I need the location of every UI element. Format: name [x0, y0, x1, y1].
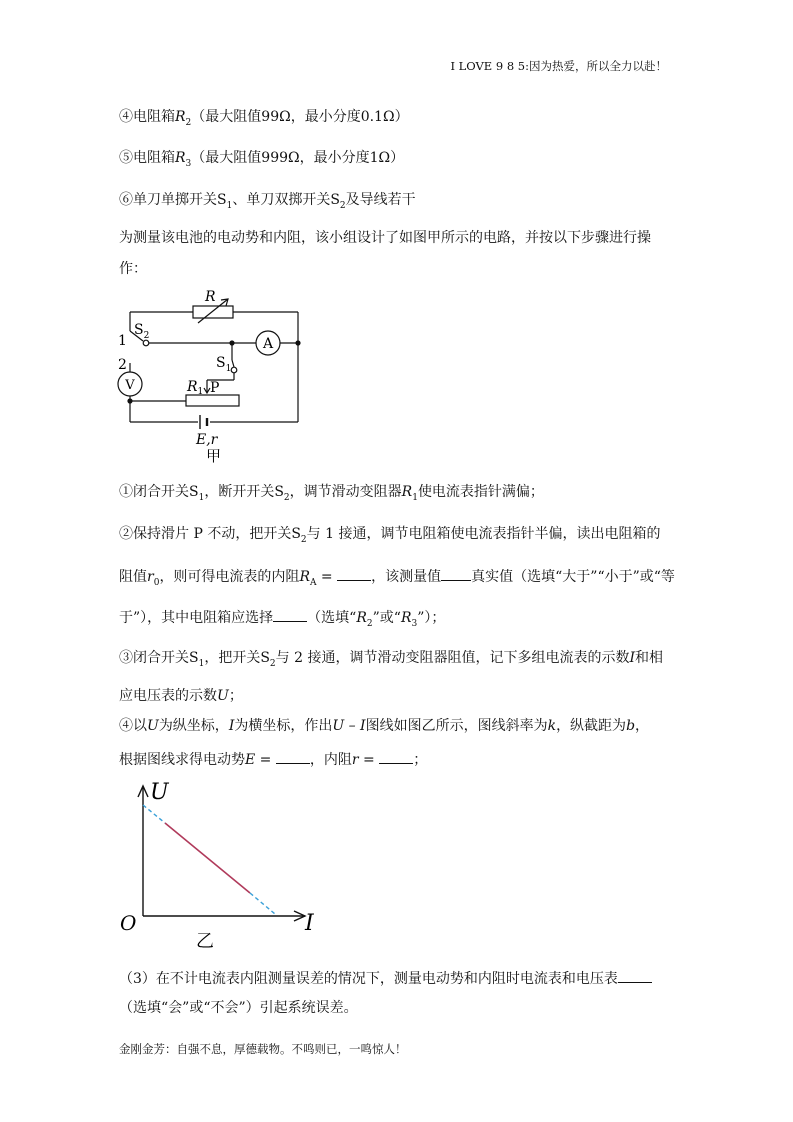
- step-2-r0-sub: 0: [153, 577, 160, 588]
- step-2-r2: R: [356, 610, 367, 626]
- step-3-text-a: 闭合开关S: [133, 650, 199, 666]
- step-1: [119, 482, 544, 508]
- step-2-l2-text-a: 阻值: [119, 569, 147, 585]
- page-footer: 金刚金芳：自强不息，厚德载物。不鸣则已，一鸣惊人！: [119, 1042, 407, 1056]
- step-4-l2-text-b: ，内阻: [309, 752, 352, 768]
- item-4: [119, 107, 409, 133]
- step-3-text-d: 和相: [635, 650, 663, 666]
- step-4-text-f: ，: [635, 718, 650, 734]
- switch-s1-contact: [231, 367, 237, 373]
- switch-s1-letter: S: [216, 355, 226, 371]
- circuit-diagram: [110, 285, 310, 465]
- r1-label: [186, 379, 203, 397]
- step-3-l2-text-a: 应电压表的示数: [119, 688, 217, 704]
- step-4-i: I: [228, 718, 235, 734]
- figure-jia-caption: 甲: [206, 447, 222, 465]
- step-4-text-d: 图线如图乙所示，图线斜率为: [365, 718, 548, 734]
- question-3-line-1: [119, 967, 652, 989]
- step-3-l2-text-b: ；: [228, 688, 243, 704]
- page-header: I LOVE 9 8 5:因为热爱，所以全力以赴！: [450, 59, 667, 73]
- switch-position-2: 2: [118, 357, 127, 373]
- item-4-symbol-sub: 2: [185, 117, 192, 128]
- origin-label: O: [120, 911, 137, 935]
- rheostat-r-symbol: [193, 306, 233, 318]
- item-4-name: 电阻箱: [133, 109, 175, 125]
- question-3-text-1: （3）在不计电流表内阻测量误差的情况下，测量电动势和内阻时电流表和电压表: [119, 971, 618, 987]
- battery-label: E,r: [196, 432, 218, 448]
- step-2-sub-a: 2: [300, 534, 307, 545]
- step-4-l2-text-a: 根据图线求得电动势: [119, 752, 245, 768]
- step-1-symbol-sub: 1: [412, 492, 418, 503]
- step-2-ra: R: [299, 569, 310, 585]
- step-4-equals-1: =: [255, 752, 276, 768]
- intro-line-2: 作：: [119, 261, 147, 277]
- answer-blank-resistor-box[interactable]: [273, 606, 307, 622]
- item-6-text-c: 及导线若干: [345, 192, 416, 208]
- ui-line: [165, 823, 250, 893]
- step-3-text-b: ，把开关S: [204, 650, 270, 666]
- step-2-text-b: 与 1 接通，调节电阻箱使电流表指针半偏，读出电阻箱的: [306, 526, 661, 542]
- figure-yi-caption: 乙: [196, 931, 214, 952]
- slide-rheostat-r1-symbol: [186, 395, 239, 406]
- step-4-k: k: [547, 718, 557, 734]
- item-5-spec: （最大阻值999Ω，最小分度1Ω）: [191, 150, 405, 166]
- item-6: [119, 190, 416, 216]
- step-3-u: U: [217, 688, 229, 704]
- step-2-ra-sub: A: [309, 577, 317, 588]
- item-5-name: 电阻箱: [133, 150, 175, 166]
- ammeter-label: A: [262, 336, 274, 352]
- step-4-text-e: ，纵截距为: [556, 718, 627, 734]
- item-6-marker: ⑥: [119, 192, 133, 208]
- answer-blank-compare[interactable]: [441, 565, 471, 581]
- step-3-sub-b: 2: [269, 658, 276, 669]
- rheostat-r-label: R: [205, 289, 216, 305]
- step-2-r2-sub: 2: [366, 618, 373, 629]
- step-4-l2-text-c: ；: [413, 752, 428, 768]
- step-4-text-a: 以: [133, 718, 147, 734]
- step-1-text-c: ，调节滑动变阻器: [289, 484, 402, 500]
- answer-blank-internal-r[interactable]: [379, 748, 413, 764]
- step-4-e: E: [245, 752, 256, 768]
- item-4-symbol: R: [175, 109, 186, 125]
- item-6-text-a: 单刀单掷开关S: [133, 192, 227, 208]
- r1-letter: R: [187, 379, 198, 395]
- step-2-r0: r: [147, 569, 154, 585]
- step-2-marker: ②: [119, 526, 133, 542]
- step-4-line-1: [119, 716, 649, 736]
- y-axis-label: U: [150, 780, 169, 805]
- step-4-equals-2: =: [358, 752, 380, 768]
- step-2-l2-text-e: 真实值（选填“大于”“小于”或“等: [471, 569, 675, 585]
- step-4-r: r: [351, 752, 359, 768]
- step-2-l3-text-b: （选填“: [307, 610, 357, 626]
- step-4-u: U: [147, 718, 159, 734]
- step-2-l3-text-a: 于”），其中电阻箱应选择: [119, 610, 274, 626]
- answer-blank-systematic-error[interactable]: [618, 967, 652, 983]
- switch-s2-label: [134, 322, 149, 341]
- step-1-symbol: R: [401, 484, 413, 500]
- item-4-marker: ④: [119, 109, 133, 125]
- x-axis-label: I: [305, 911, 314, 936]
- item-5-marker: ⑤: [119, 150, 133, 166]
- step-1-text-a: 闭合开关S: [133, 484, 199, 500]
- intro-line-1: 为测量该电池的电动势和内阻，该小组设计了如图甲所示的电路，并按以下步骤进行操: [119, 230, 651, 246]
- step-3-marker: ③: [119, 650, 133, 666]
- step-2-r3-sub: 3: [411, 618, 418, 629]
- switch-s2-sub: 2: [143, 331, 150, 341]
- step-3-line-1: [119, 648, 663, 674]
- answer-blank-emf[interactable]: [276, 748, 310, 764]
- step-3-sub-a: 1: [198, 658, 205, 669]
- switch-s2-letter: S: [134, 322, 144, 338]
- step-2-line-1: [119, 524, 660, 550]
- step-2-line-2: [119, 565, 675, 593]
- slider-p-label: P: [210, 380, 220, 396]
- step-4-text-b: 为纵坐标，: [158, 718, 229, 734]
- answer-blank-ra[interactable]: [337, 565, 371, 581]
- item-6-sub-a: 1: [226, 200, 233, 211]
- voltmeter-label: V: [125, 378, 135, 393]
- switch-s1-label: [216, 355, 231, 374]
- switch-s1-sub: 1: [225, 364, 232, 374]
- step-2-text-a: 保持滑片 P 不动，把开关S: [133, 526, 301, 542]
- switch-s1-blade: [232, 360, 234, 367]
- step-1-text-b: ，断开开关S: [204, 484, 284, 500]
- step-1-text-d: 使电流表指针满偏；: [417, 484, 544, 500]
- switch-s2-contact: [143, 340, 149, 346]
- question-3-line-2: （选填“会”或“不会”）引起系统误差。: [119, 1000, 358, 1016]
- step-2-l3-text-c: ”或“: [372, 610, 401, 626]
- item-6-text-b: 、单刀双掷开关S: [232, 192, 340, 208]
- step-2-line-3: [119, 606, 445, 634]
- ui-graph: [110, 775, 330, 955]
- item-5-symbol-sub: 3: [185, 158, 192, 169]
- step-2-l2-text-d: ，该测量值: [371, 569, 442, 585]
- item-4-spec: （最大阻值99Ω，最小分度0.1Ω）: [191, 109, 409, 125]
- step-2-l3-text-d: ”）；: [417, 610, 446, 626]
- item-5: [119, 148, 404, 174]
- step-4-ui: U – I: [332, 718, 366, 734]
- step-2-r3: R: [400, 610, 412, 626]
- step-4-b: b: [626, 718, 636, 734]
- step-1-sub-a: 1: [198, 492, 205, 503]
- step-1-sub-b: 2: [283, 492, 290, 503]
- step-1-marker: ①: [119, 484, 133, 500]
- step-3-text-c: 与 2 接通，调节滑动变阻器阻值，记下多组电流表的示数: [275, 650, 630, 666]
- extrapolation-dash-top: [143, 805, 165, 823]
- step-4-text-c: 为横坐标，作出: [234, 718, 333, 734]
- step-4-line-2: [119, 748, 427, 770]
- step-3-i: I: [629, 650, 635, 666]
- r1-sub: 1: [197, 387, 204, 397]
- item-5-symbol: R: [175, 150, 186, 166]
- step-2-equals: =: [316, 569, 338, 585]
- item-6-sub-b: 2: [339, 200, 346, 211]
- switch-position-1: 1: [118, 333, 127, 349]
- step-4-marker: ④: [119, 718, 133, 734]
- step-3-line-2: [119, 686, 243, 706]
- step-2-l2-text-b: ，则可得电流表的内阻: [159, 569, 300, 585]
- extrapolation-dash-bottom: [250, 893, 275, 914]
